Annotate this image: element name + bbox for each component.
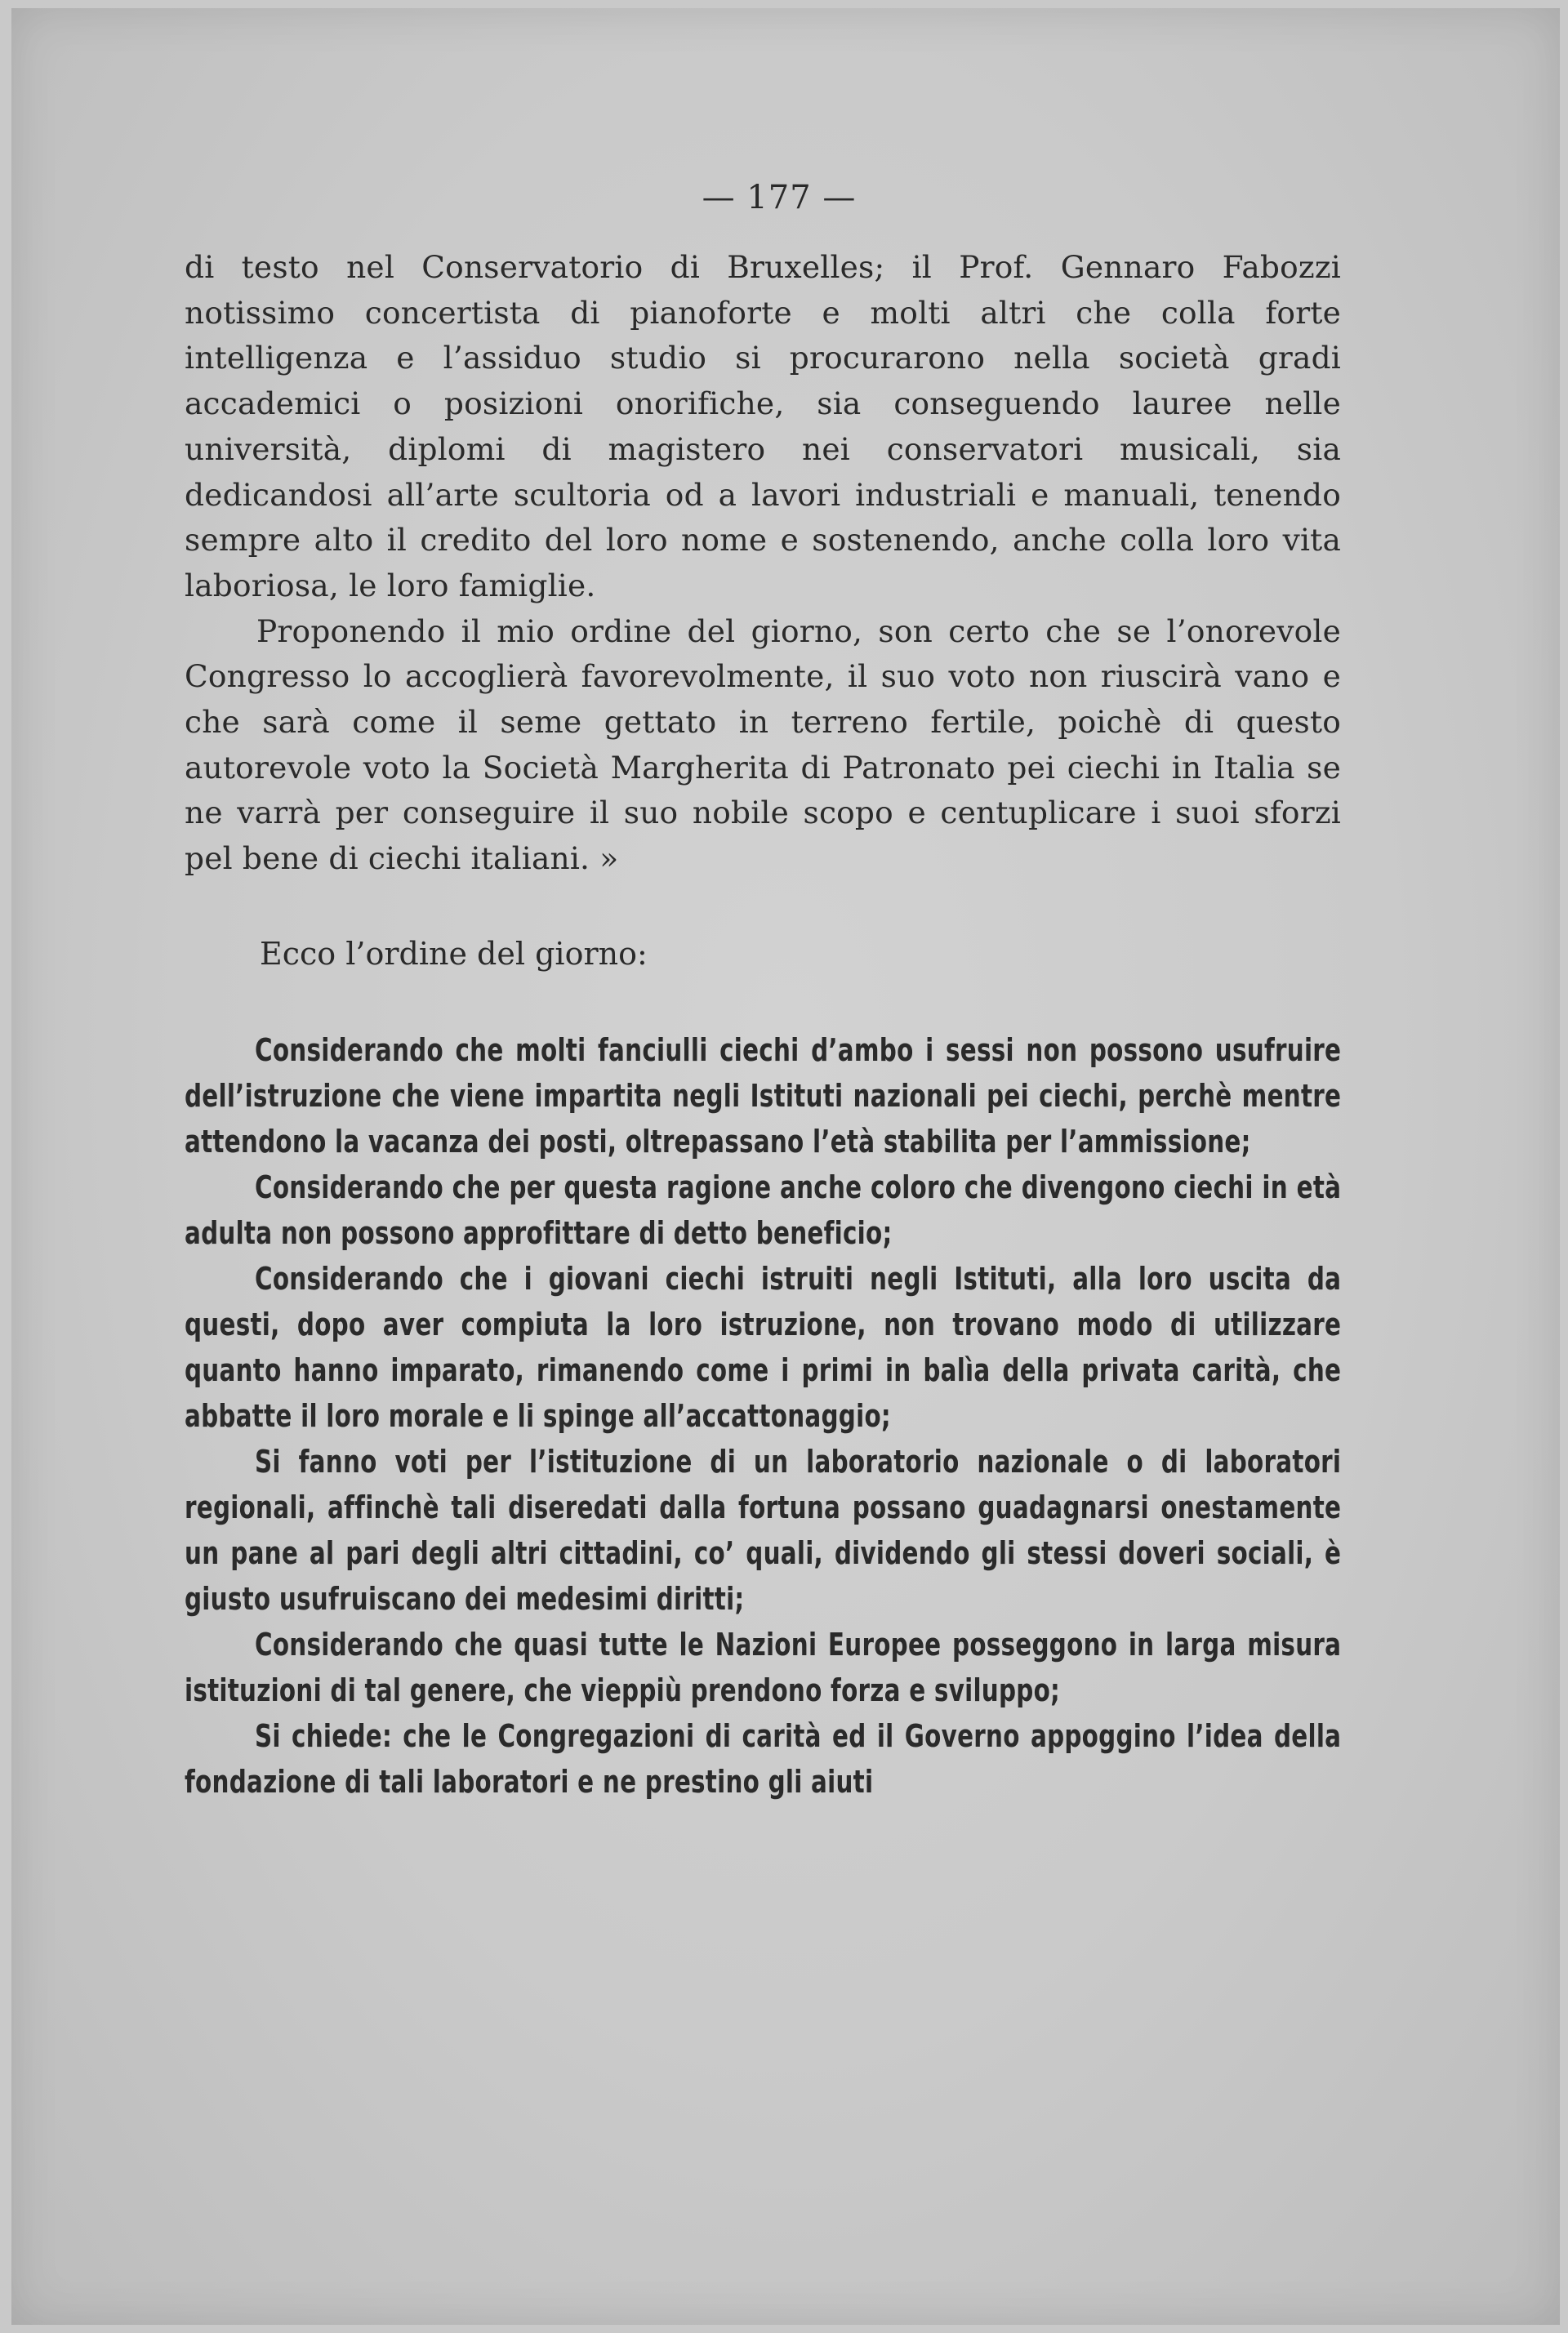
resolution-clause-3: Considerando che i giovani ciechi istruiti negli Istituti, alla loro uscita da questi, dopo aver compiuta la loro istruzione, non trovano modo di utilizzare quanto hanno imparato, rimanendo come i primi in balìa della privata carità, che abbatte il loro morale e li spinge all’accattonaggio; <box>185 1260 1342 1434</box>
paragraph-proposal: Proponendo il mio ordine del giorno, son certo che se l’onorevole Congresso lo accoglierà favorevolmente, il suo voto non riuscirà vano e che sarà come il seme gettato in terreno fertile, poichè di questo autorevole voto la Società Margherita di Patronato pei ciechi in Italia se ne varrà per conseguire il suo nobile scopo e centuplicare i suoi sforzi pel bene di ciechi italiani. » <box>185 612 1341 877</box>
resolution-clause-6: Si chiede: che le Congregazioni di carità ed il Governo appoggino l’idea della fondazione di tali laboratori e ne prestino gli aiuti <box>185 1717 1342 1800</box>
agenda-intro: Ecco l’ordine del giorno: <box>260 935 648 972</box>
resolution-text <box>185 1027 1341 1805</box>
page-number: — 177 — <box>702 179 857 216</box>
resolution-clause-1: Considerando che molti fanciulli ciechi d’ambo i sessi non possono usufruire dell’istruzione che viene impartita negli Istituti nazionali pei ciechi, perchè mentre attendono la vacanza dei posti, oltrepassano l’età stabilita per l’ammissione; <box>185 1031 1342 1160</box>
body-text <box>185 245 1341 882</box>
resolution-clause-2: Considerando che per questa ragione anche coloro che divengono ciechi in età adulta non possono approfittare di detto beneficio; <box>185 1169 1342 1251</box>
resolution-clause-4: Si fanno voti per l’istituzione di un laboratorio nazionale o di laboratori regionali, affinchè tali diseredati dalla fortuna possano guadagnarsi onestamente un pane al pari degli altri cittadini, co’ quali, dividendo gli stessi doveri sociali, è giusto usufruiscano dei medesimi diritti; <box>185 1443 1342 1617</box>
book-page <box>11 8 1560 2325</box>
page-content <box>185 171 1341 1805</box>
paragraph-continuation: di testo nel Conservatorio di Bruxelles; il Prof. Gennaro Fabozzi notissimo concertista di pianoforte e molti altri che colla forte intelligenza e l’assiduo studio si procurarono nella società gradi accademici o posizioni onorifiche, sia conseguendo lauree nelle università, diplomi di magistero nei conservatori musicali, sia dedicandosi all’arte scultoria od a lavori industriali e manuali, tenendo sempre alto il credito del loro nome e sostenendo, anche colla loro vita laboriosa, le loro famiglie. <box>185 249 1341 603</box>
resolution-clause-5: Considerando che quasi tutte le Nazioni Europee posseggono in larga misura istituzioni di tal genere, che vieppiù prendono forza e sviluppo; <box>185 1626 1342 1708</box>
